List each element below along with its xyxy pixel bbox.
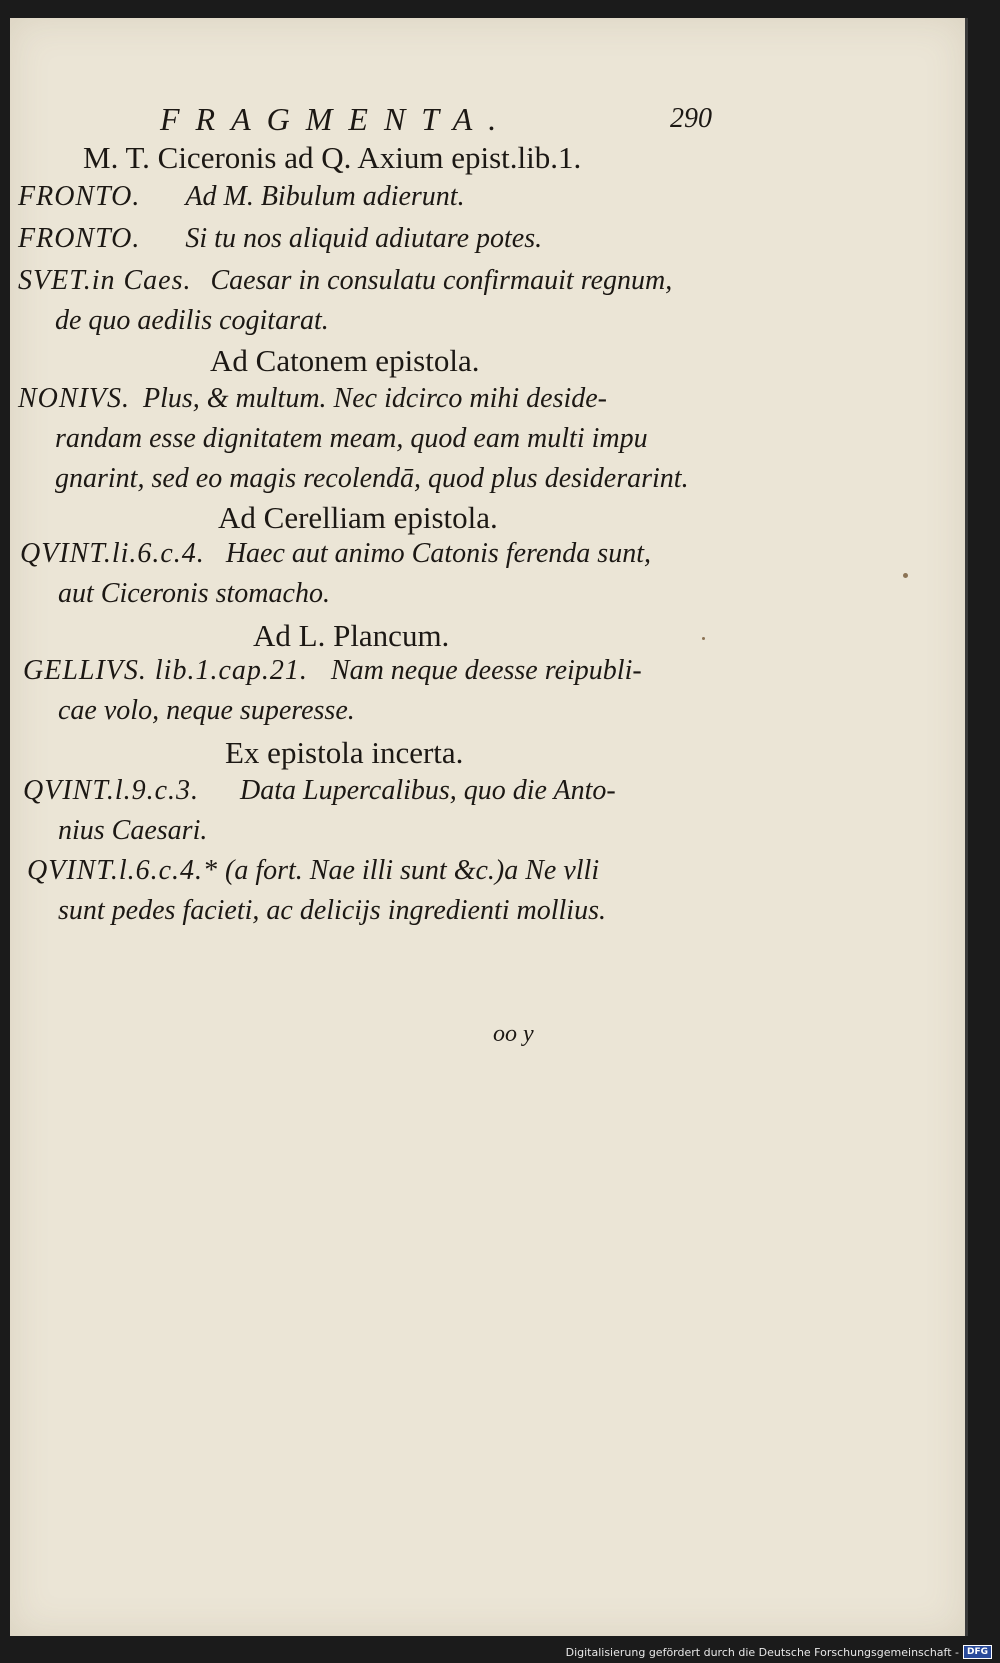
dfg-logo: DFG [963, 1645, 992, 1659]
entry-quint-2 [23, 775, 616, 807]
line-text: Data Lupercalibus, quo die Anto- [240, 775, 616, 806]
heading-ex-epistola: Ex epistola incerta. [225, 735, 464, 770]
line-text: Si tu nos aliquid adiutare potes. [185, 223, 543, 254]
entry-nonius-cont-1: randam esse dignitatem meam, quod eam multi impu [55, 423, 648, 454]
digitization-footer [566, 1643, 992, 1661]
paper-stain [702, 637, 705, 640]
entry-quint-3-cont: sunt pedes facieti, ac delicijs ingredienti mollius. [58, 895, 606, 926]
source-label: FRONTO. [18, 223, 141, 254]
line-text: Haec aut animo Catonis ferenda sunt, [225, 538, 651, 569]
heading-ad-cerelliam: Ad Cerelliam epistola. [218, 500, 498, 535]
source-label: GELLIVS. lib.1.cap.21. [23, 655, 308, 686]
entry-quint-3 [27, 855, 599, 887]
entry-quint-2-cont: nius Caesari. [58, 815, 208, 846]
heading-ad-plancum: Ad L. Plancum. [253, 618, 450, 653]
entry-nonius-cont-2: gnarint, sed eo magis recolendā, quod plus desiderarint. [55, 463, 689, 494]
source-label: NONIVS. [18, 383, 130, 414]
folio-number: 290 [670, 103, 712, 134]
signature-mark: oo y [493, 1021, 534, 1047]
source-label: QVINT.li.6.c.4. [20, 538, 205, 569]
paper-stain [903, 573, 908, 578]
entry-fronto-1 [18, 181, 465, 213]
running-head: FRAGMENTA. [160, 101, 513, 137]
line-text: M. T. Ciceronis ad Q. Axium epist.lib.1. [83, 140, 582, 175]
source-label: FRONTO. [18, 181, 141, 212]
entry-suet-cont: de quo aedilis cogitarat. [55, 305, 329, 336]
source-label: SVET.in Caes. [18, 265, 192, 296]
entry-fronto-2 [18, 223, 542, 255]
source-label: QVINT.l.9.c.3. [23, 775, 200, 806]
entry-nonius [18, 383, 607, 415]
entry-quint-1 [20, 538, 651, 570]
entry-suet [18, 265, 672, 297]
entry-gellius-cont: cae volo, neque superesse. [58, 695, 355, 726]
heading-ad-catonem: Ad Catonem epistola. [210, 343, 480, 378]
source-label: QVINT.l.6.c.4.* [27, 855, 219, 886]
heading-cicero-axium [83, 140, 581, 176]
entry-quint-1-cont: aut Ciceronis stomacho. [58, 578, 330, 609]
book-page [10, 18, 968, 1636]
line-text: (a fort. Nae illi sunt &c.)a Ne vlli [225, 855, 600, 886]
line-text: Plus, & multum. Nec idcirco mihi deside- [143, 383, 607, 414]
line-text: Nam neque deesse reipubli- [330, 655, 642, 686]
entry-gellius [23, 655, 642, 687]
line-text: Ad M. Bibulum adierunt. [185, 181, 465, 212]
line-text: Caesar in consulatu confirmauit regnum, [210, 265, 673, 296]
footer-text: Digitalisierung gefördert durch die Deutsche Forschungsgemeinschaft - [565, 1645, 959, 1659]
